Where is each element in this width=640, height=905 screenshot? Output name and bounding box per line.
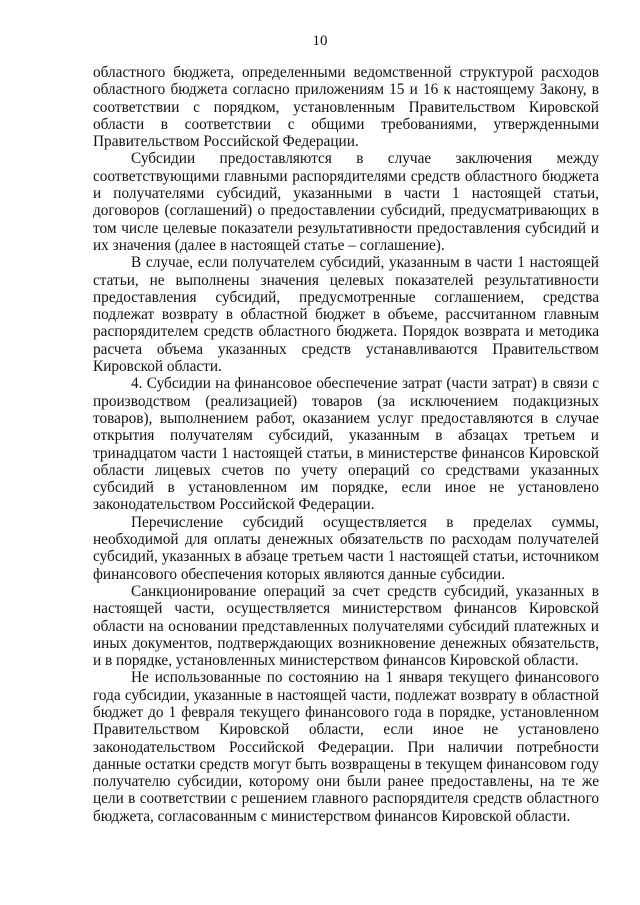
paragraph: 4. Субсидии на финансовое обеспечение затрат (части затрат) в связи с производством (реализацией) товаров (за исключением подакцизных товаров), выполнением работ, оказанием услуг предоставляются в случае открытия получателям субсидий, указанным в абзацах третьем и тринадцатом части 1 настоящей статьи, в министерстве финансов Кировской области лицевых счетов по учету операций со средствами указанных субсидий в установленном им порядке, если иное не установлено законодательством Российской Федерации. [93, 375, 599, 514]
paragraph: Перечисление субсидий осуществляется в пределах суммы, необходимой для оплаты денежных обязательств по расходам получателей субсидий, указанных в абзаце третьем части 1 настоящей статьи, источником финансового обеспечения которых являются данные субсидии. [93, 513, 599, 583]
document-body [93, 64, 599, 825]
paragraph: Санкционирование операций за счет средств субсидий, указанных в настоящей части, осуществляется министерством финансов Кировской области на основании представленных получателями субсидий платежных и иных документов, подтверждающих возникновение денежных обязательств, и в порядке, установленных министерством финансов Кировской области. [93, 582, 599, 670]
paragraph: областного бюджета, определенными ведомственной структурой расходов областного бюджета согласно приложениям 15 и 16 к настоящему Закону, в соответствии с порядком, установленным Правительством Кировской области в соответствии с общими требованиями, утвержденными Правительством Российской Федерации. [93, 64, 599, 151]
paragraph: Не использованные по состоянию на 1 января текущего финансового года субсидии, указанные в настоящей части, подлежат возврату в областной бюджет до 1 февраля текущего финансового года в порядке, установленном Правительством Кировской области, если иное не установлено законодательством Российской Федерации. При наличии потребности данные остатки средств могут быть возвращены в текущем финансовом году получателю субсидии, которому они были ранее предоставлены, на те же цели в соответствии с решением главного распорядителя средств областного бюджета, согласованным с министерством финансов Кировской области. [93, 669, 599, 825]
paragraph: В случае, если получателем субсидий, указанным в части 1 настоящей статьи, не выполнены значения целевых показателей результативности предоставления субсидий, предусмотренные соглашением, средства подлежат возврату в областной бюджет в объеме, рассчитанном главным распорядителем средств областного бюджета. Порядок возврата и методика расчета объема указанных средств устанавливаются Правительством Кировской области. [93, 254, 599, 376]
page-number: 10 [312, 33, 328, 49]
paragraph: Субсидии предоставляются в случае заключения между соответствующими главными распорядителями средств областного бюджета и получателями субсидий, указанными в части 1 настоящей статьи, договоров (соглашений) о предоставлении субсидий, предусматривающих в том числе целевые показатели результативности предоставления субсидий и их значения (далее в настоящей статье – соглашение). [93, 150, 599, 254]
